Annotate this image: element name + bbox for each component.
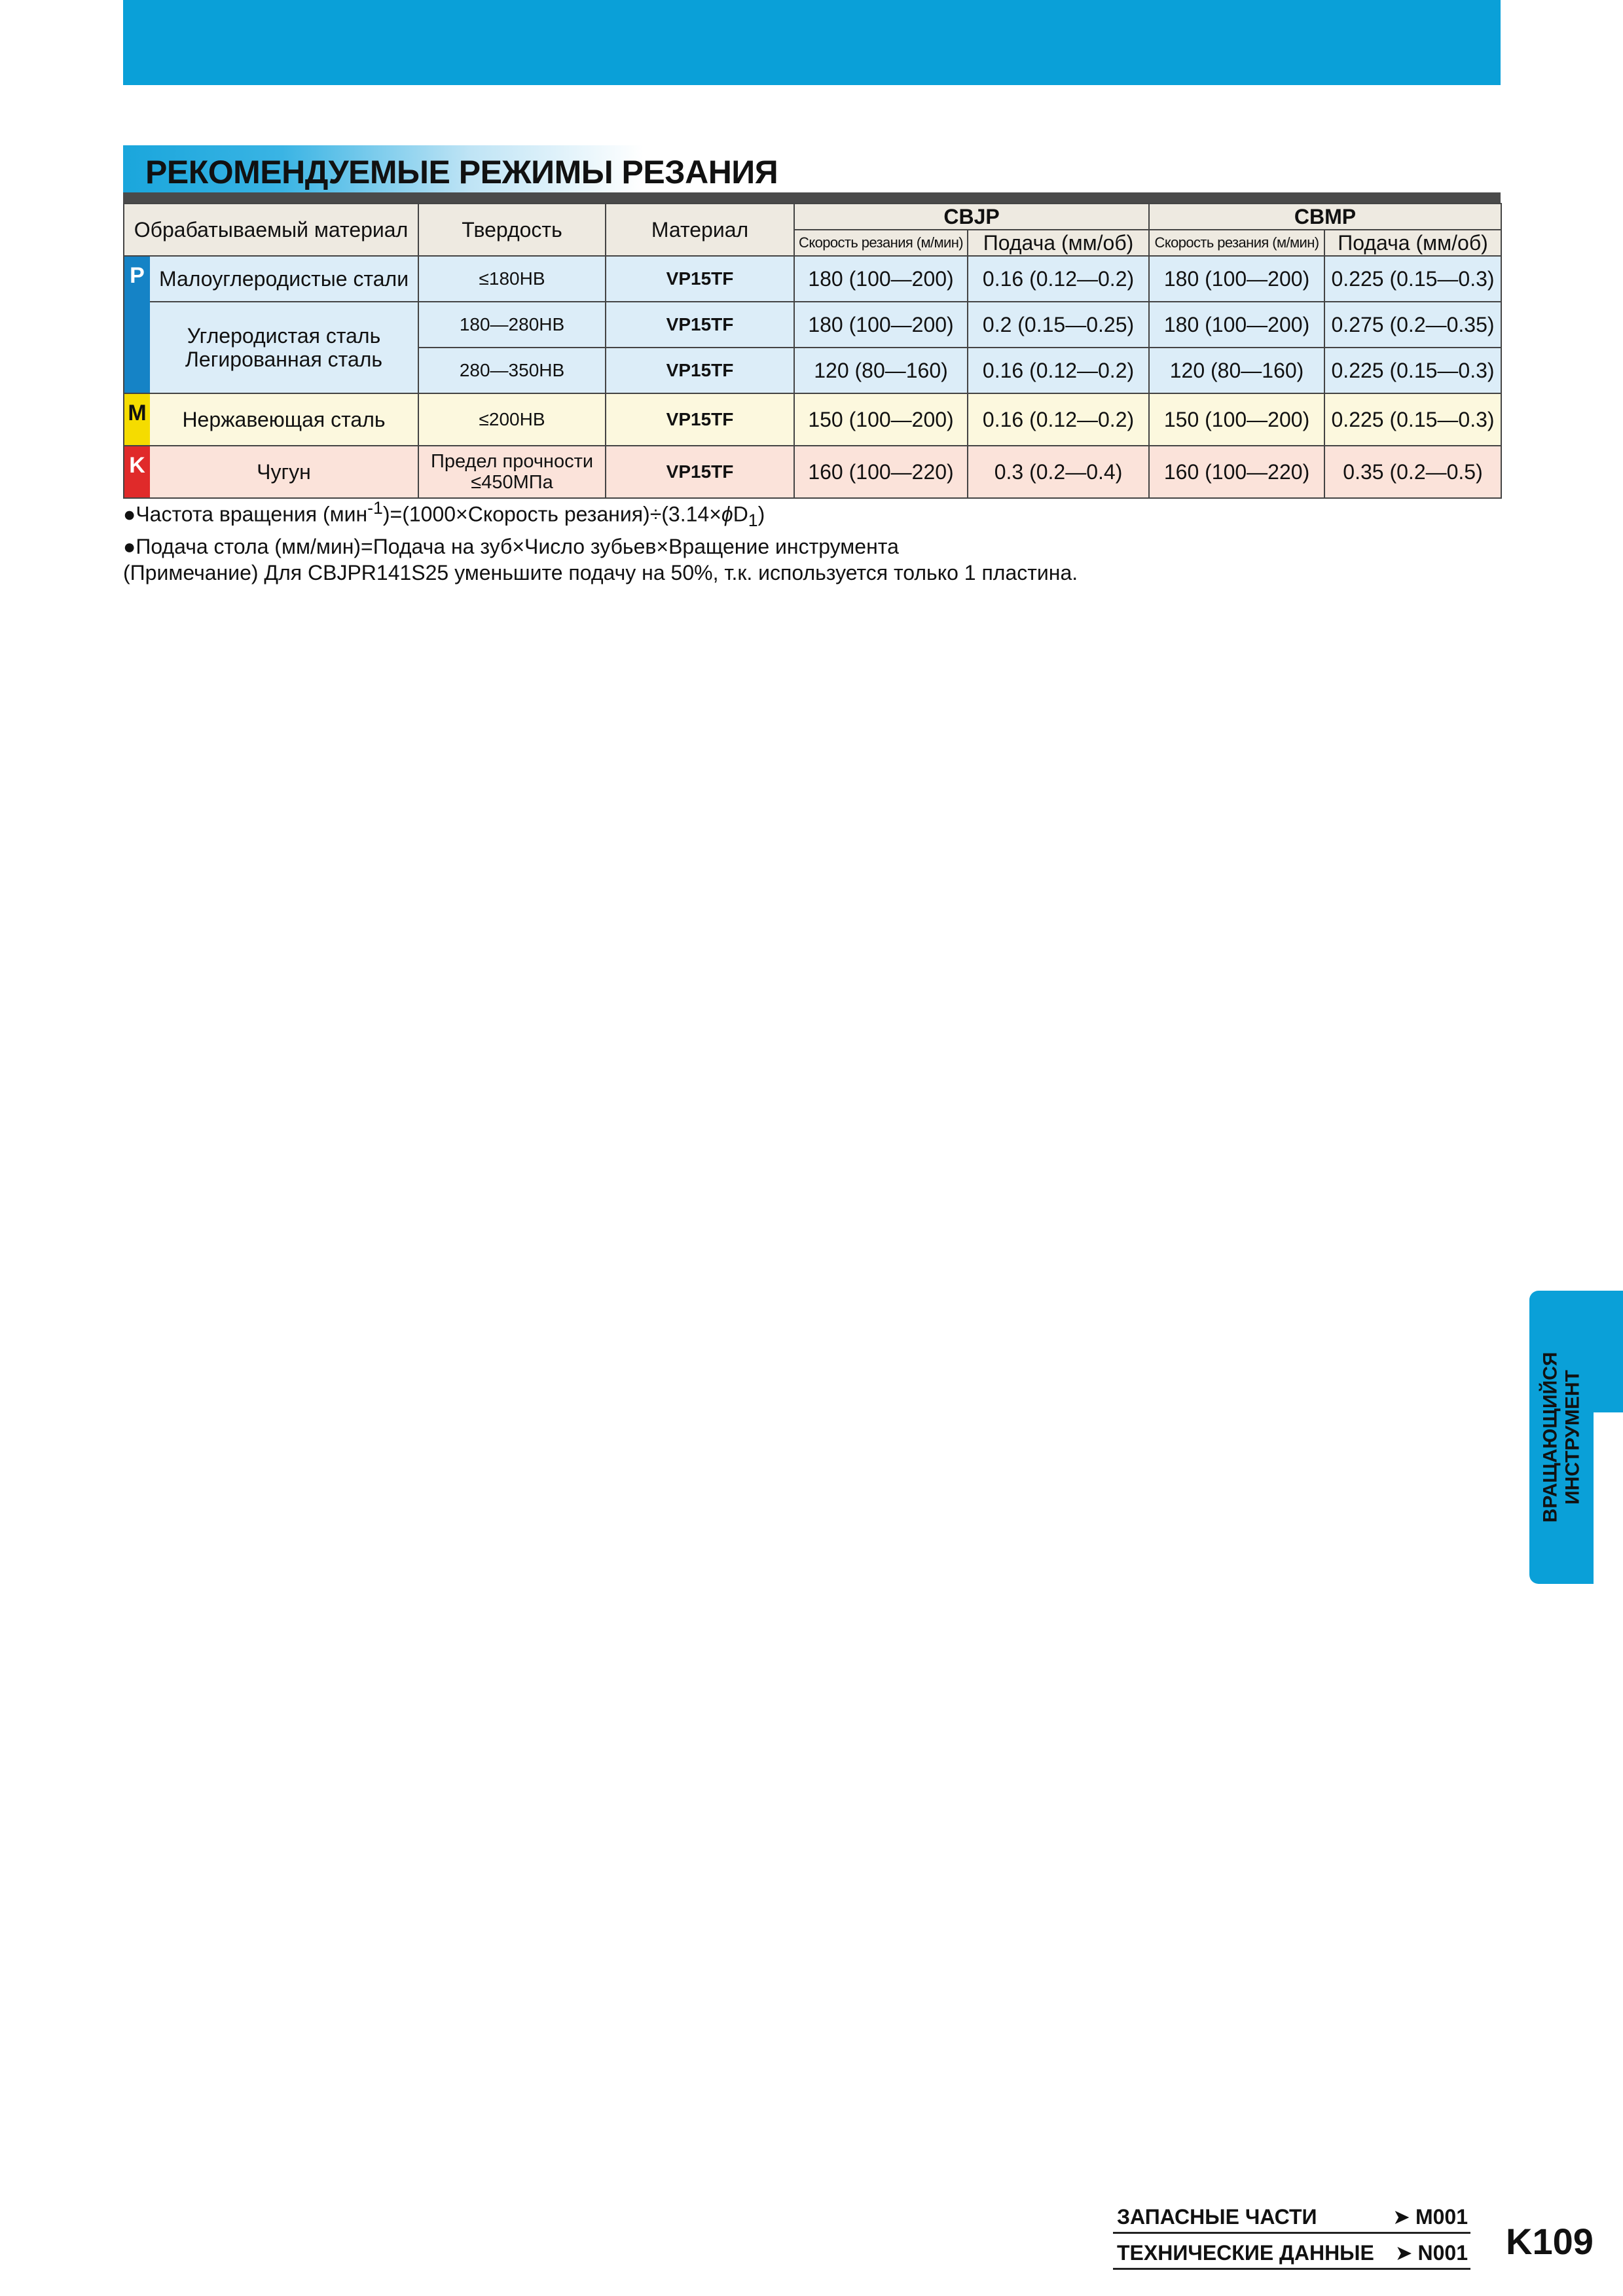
note-rpm-text: ●Частота вращения (мин bbox=[123, 502, 368, 526]
cbjp-feed-cell: 0.16 (0.12—0.2) bbox=[968, 256, 1149, 302]
section-title: РЕКОМЕНДУЕМЫЕ РЕЖИМЫ РЕЗАНИЯ bbox=[145, 154, 778, 190]
cbjp-feed-cell: 0.3 (0.2—0.4) bbox=[968, 446, 1149, 498]
header-cbjp: CBJP bbox=[794, 204, 1149, 230]
cbjp-feed-cell: 0.16 (0.12—0.2) bbox=[968, 348, 1149, 393]
table-row bbox=[124, 256, 1501, 302]
table-row bbox=[124, 446, 1501, 498]
cbmp-speed-cell: 180 (100—200) bbox=[1149, 302, 1324, 348]
cbmp-speed-cell: 150 (100—200) bbox=[1149, 393, 1324, 446]
phi-symbol: ϕ bbox=[721, 502, 733, 526]
cbmp-speed-cell: 180 (100—200) bbox=[1149, 256, 1324, 302]
note-rpm-text: ) bbox=[757, 502, 765, 526]
cbjp-speed-cell: 180 (100—200) bbox=[794, 256, 968, 302]
grade-cell: VP15TF bbox=[606, 256, 794, 302]
note-table-feed-formula: ●Подача стола (мм/мин)=Подача на зуб×Число зубьев×Вращение инструмента bbox=[123, 535, 899, 559]
note-rpm-formula bbox=[123, 495, 1078, 533]
arrow-right-icon: ➤ bbox=[1393, 2205, 1410, 2229]
footer-link-label: ЗАПАСНЫЕ ЧАСТИ bbox=[1117, 2205, 1317, 2229]
title-rule bbox=[123, 192, 1501, 203]
header-cbjp-feed: Подача (мм/об) bbox=[968, 230, 1149, 256]
header-cbmp-feed: Подача (мм/об) bbox=[1324, 230, 1501, 256]
hardness-cell: 280—350HB bbox=[418, 348, 606, 393]
cbmp-speed-cell: 160 (100—220) bbox=[1149, 446, 1324, 498]
cbjp-speed-cell: 120 (80—160) bbox=[794, 348, 968, 393]
side-tab-line2: ИНСТРУМЕНТ bbox=[1561, 1370, 1583, 1505]
note-rpm-text: D bbox=[733, 502, 748, 526]
cbmp-speed-cell: 120 (80—160) bbox=[1149, 348, 1324, 393]
arrow-right-icon: ➤ bbox=[1395, 2241, 1413, 2265]
cbjp-speed-cell: 180 (100—200) bbox=[794, 302, 968, 348]
top-banner bbox=[123, 0, 1501, 85]
cbmp-feed-cell: 0.225 (0.15—0.3) bbox=[1324, 393, 1501, 446]
cbjp-speed-cell: 150 (100—200) bbox=[794, 393, 968, 446]
cbmp-feed-cell: 0.35 (0.2—0.5) bbox=[1324, 446, 1501, 498]
hardness-cell: Предел прочности ≤450МПа bbox=[418, 446, 606, 498]
cbmp-feed-cell: 0.225 (0.15—0.3) bbox=[1324, 348, 1501, 393]
footer-link-ref: N001 bbox=[1417, 2241, 1468, 2265]
table-row bbox=[124, 302, 1501, 348]
header-cbjp-speed: Скорость резания (м/мин) bbox=[794, 230, 968, 256]
grade-cell: VP15TF bbox=[606, 302, 794, 348]
side-tab-line1: ВРАЩАЮЩИЙСЯ bbox=[1539, 1352, 1561, 1523]
cbjp-speed-cell: 160 (100—220) bbox=[794, 446, 968, 498]
header-hardness: Твердость bbox=[418, 204, 606, 256]
material-cell: Чугун bbox=[150, 446, 418, 498]
note-rpm-text: )=(1000×Скорость резания)÷(3.14× bbox=[382, 502, 721, 526]
grade-cell: VP15TF bbox=[606, 393, 794, 446]
material-cell: Углеродистая сталь Легированная сталь bbox=[150, 302, 418, 393]
iso-code-p: P bbox=[124, 256, 150, 393]
iso-code-k: K bbox=[124, 446, 150, 498]
cbjp-feed-cell: 0.2 (0.15—0.25) bbox=[968, 302, 1149, 348]
header-cbmp: CBMP bbox=[1149, 204, 1501, 230]
cutting-conditions-table bbox=[123, 203, 1502, 499]
notes bbox=[123, 495, 1078, 586]
grade-cell: VP15TF bbox=[606, 446, 794, 498]
header-grade: Материал bbox=[606, 204, 794, 256]
material-cell: Малоуглеродистые стали bbox=[150, 256, 418, 302]
note-rpm-subscript: 1 bbox=[748, 511, 758, 531]
material-cell: Нержавеющая сталь bbox=[150, 393, 418, 446]
cbjp-feed-cell: 0.16 (0.12—0.2) bbox=[968, 393, 1149, 446]
footer-link-spare-parts[interactable] bbox=[1113, 2198, 1470, 2234]
page-number: K109 bbox=[1506, 2221, 1594, 2262]
header-cbmp-speed: Скорость резания (м/мин) bbox=[1149, 230, 1324, 256]
table-row bbox=[124, 393, 1501, 446]
iso-code-m: M bbox=[124, 393, 150, 446]
note-rpm-superscript: -1 bbox=[367, 498, 383, 518]
note-remark: (Примечание) Для CBJPR141S25 уменьшите подачу на 50%, т.к. используется только 1 пластина. bbox=[123, 561, 1078, 585]
side-tab-label bbox=[1525, 1291, 1597, 1584]
cbmp-feed-cell: 0.225 (0.15—0.3) bbox=[1324, 256, 1501, 302]
hardness-cell: 180—280HB bbox=[418, 302, 606, 348]
header-material-group: Обрабатываемый материал bbox=[124, 204, 418, 256]
footer-link-label: ТЕХНИЧЕСКИЕ ДАННЫЕ bbox=[1117, 2241, 1374, 2265]
footer-links bbox=[1113, 2198, 1470, 2270]
side-index-tab-edge bbox=[1594, 1291, 1623, 1412]
hardness-cell: ≤180HB bbox=[418, 256, 606, 302]
footer-link-ref: M001 bbox=[1415, 2205, 1468, 2229]
hardness-cell: ≤200HB bbox=[418, 393, 606, 446]
grade-cell: VP15TF bbox=[606, 348, 794, 393]
footer-link-technical-data[interactable] bbox=[1113, 2234, 1470, 2270]
cbmp-feed-cell: 0.275 (0.2—0.35) bbox=[1324, 302, 1501, 348]
